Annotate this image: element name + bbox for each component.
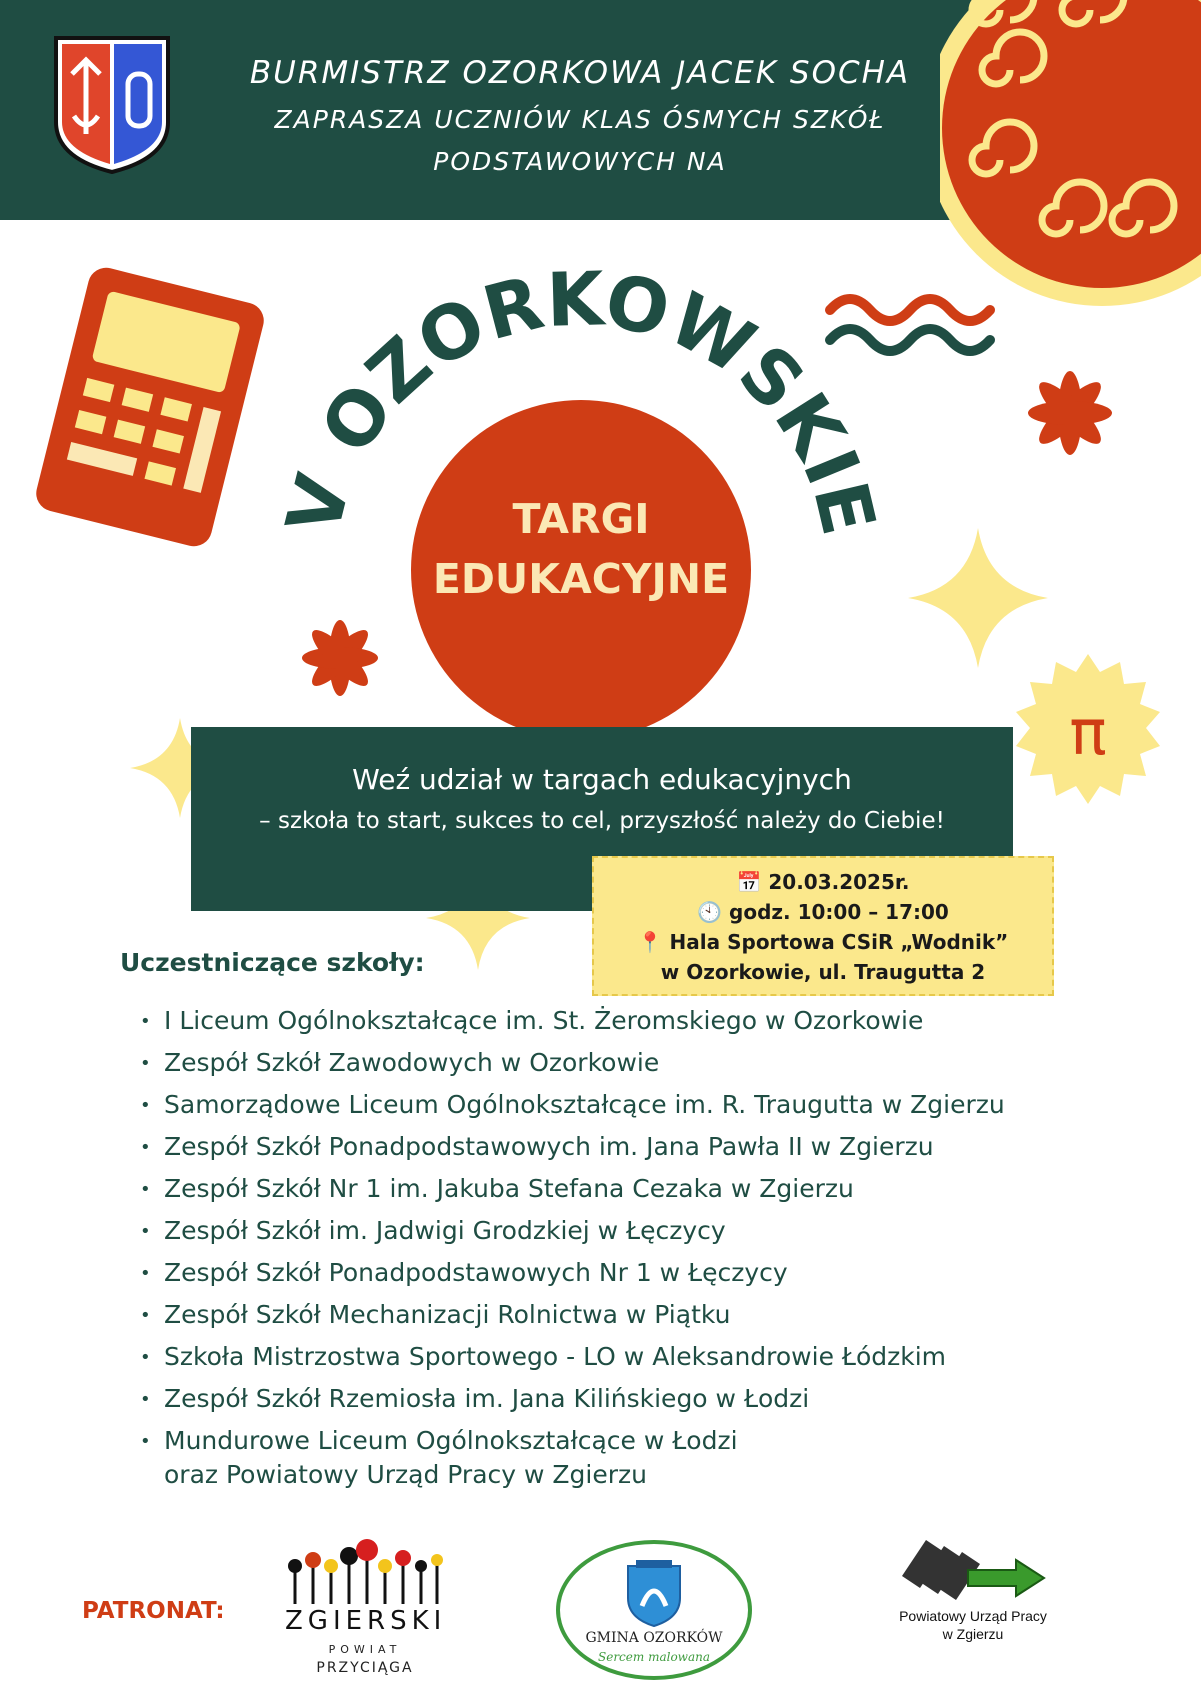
school-list-item <box>140 1002 1005 1044</box>
wave-decoration-icon <box>820 280 1000 360</box>
pi-symbol: π <box>1069 696 1107 769</box>
pup-logo-line-1: Powiatowy Urząd Pracy <box>899 1608 1047 1624</box>
school-name: Szkoła Mistrzostwa Sportowego - LO w Aleksandrowie Łódzkim <box>164 1342 947 1371</box>
schools-heading: Uczestniczące szkoły: <box>120 948 425 977</box>
zgierski-logo-sub-2: PRZYCIĄGA <box>316 1660 414 1676</box>
school-list-item <box>140 1380 1005 1422</box>
school-list-item <box>140 1254 1005 1296</box>
event-time-value: godz. 10:00 – 17:00 <box>729 900 949 924</box>
school-name: Zespół Szkół Ponadpodstawowych im. Jana Pawła II w Zgierzu <box>164 1132 934 1161</box>
bullet-icon: • <box>140 1053 151 1074</box>
school-list-item <box>140 1296 1005 1338</box>
school-name: Zespół Szkół Mechanizacji Rolnictwa w Piątku <box>164 1300 731 1329</box>
flower-right-icon <box>1015 358 1125 468</box>
gmina-logo-name: GMINA OZORKÓW <box>585 1630 723 1646</box>
zgierski-logo-icon <box>285 1538 445 1606</box>
bullet-icon: • <box>140 1389 151 1410</box>
school-name: Zespół Szkół im. Jadwigi Grodzkiej w Łęczycy <box>164 1216 726 1245</box>
bullet-icon: • <box>140 1179 151 1200</box>
bullet-icon: • <box>140 1305 151 1326</box>
gmina-logo-motto: Sercem malowana <box>598 1650 710 1664</box>
pup-logo-line-2: w Zgierzu <box>942 1626 1004 1642</box>
bullet-icon: • <box>140 1095 151 1116</box>
clock-icon: 🕙 <box>697 900 723 924</box>
zgierski-logo-name: ZGIERSKI <box>285 1606 447 1636</box>
event-address: w Ozorkowie, ul. Traugutta 2 <box>660 960 986 984</box>
pin-icon: 📍 <box>637 930 663 954</box>
event-place <box>592 930 1054 954</box>
header-line-2: ZAPRASZA UCZNIÓW KLAS ÓSMYCH SZKÓŁ <box>274 105 886 134</box>
school-name: Zespół Szkół Nr 1 im. Jakuba Stefana Cezaka w Zgierzu <box>164 1174 854 1203</box>
school-list-item <box>140 1128 1005 1170</box>
event-time <box>592 900 1054 924</box>
school-list-item <box>140 1086 1005 1128</box>
event-place-value: Hala Sportowa CSiR „Wodnik” <box>669 930 1009 954</box>
school-name: Zespół Szkół Zawodowych w Ozorkowie <box>164 1048 660 1077</box>
header-line-3: PODSTAWOWYCH NA <box>433 147 727 176</box>
circle-title-line-2: EDUKACYJNE <box>432 555 730 603</box>
school-name: Zespół Szkół Rzemiosła im. Jana Kilińskiego w Łodzi <box>164 1384 810 1413</box>
schools-extra-line: oraz Powiatowy Urząd Pracy w Zgierzu <box>164 1460 647 1489</box>
school-list-item <box>140 1422 1005 1464</box>
school-name: I Liceum Ogólnokształcące im. St. Żeromskiego w Ozorkowie <box>164 1006 924 1035</box>
school-list-item <box>140 1170 1005 1212</box>
event-date-value: 20.03.2025r. <box>768 870 910 894</box>
slogan-line-2: – szkoła to start, sukces to cel, przyszłość należy do Ciebie! <box>259 808 945 834</box>
pi-badge-icon <box>1008 654 1168 814</box>
flower-left-icon <box>290 608 390 708</box>
zgierski-logo-sub-1: POWIAT <box>328 1643 402 1656</box>
school-name: Mundurowe Liceum Ogólnokształcące w Łodzi <box>164 1426 738 1455</box>
school-list-item <box>140 1212 1005 1254</box>
school-list-item <box>140 1338 1005 1380</box>
bullet-icon: • <box>140 1011 151 1032</box>
school-name: Zespół Szkół Ponadpodstawowych Nr 1 w Łęczycy <box>164 1258 788 1287</box>
sparkle-right-icon <box>908 528 1048 668</box>
gmina-crest-icon <box>622 1558 686 1628</box>
bullet-icon: • <box>140 1137 151 1158</box>
school-name: Samorządowe Liceum Ogólnokształcące im. R. Traugutta w Zgierzu <box>164 1090 1005 1119</box>
slogan-line-1: Weź udział w targach edukacyjnych <box>352 763 852 796</box>
header-line-1: BURMISTRZ OZORKOWA JACEK SOCHA <box>249 55 911 91</box>
bullet-icon: • <box>140 1221 151 1242</box>
bullet-icon: • <box>140 1347 151 1368</box>
event-date <box>592 870 1054 894</box>
pup-logo-icon <box>898 1536 1048 1604</box>
schools-list <box>140 1002 1005 1464</box>
patronat-label: PATRONAT: <box>82 1598 225 1624</box>
school-list-item <box>140 1044 1005 1086</box>
svg-text:V OZORKOWSKIE: V OZORKOWSKIE <box>270 256 892 543</box>
bullet-icon: • <box>140 1263 151 1284</box>
circle-title-line-1: TARGI <box>512 495 650 543</box>
calendar-icon: 📅 <box>736 870 762 894</box>
bullet-icon: • <box>140 1431 151 1452</box>
